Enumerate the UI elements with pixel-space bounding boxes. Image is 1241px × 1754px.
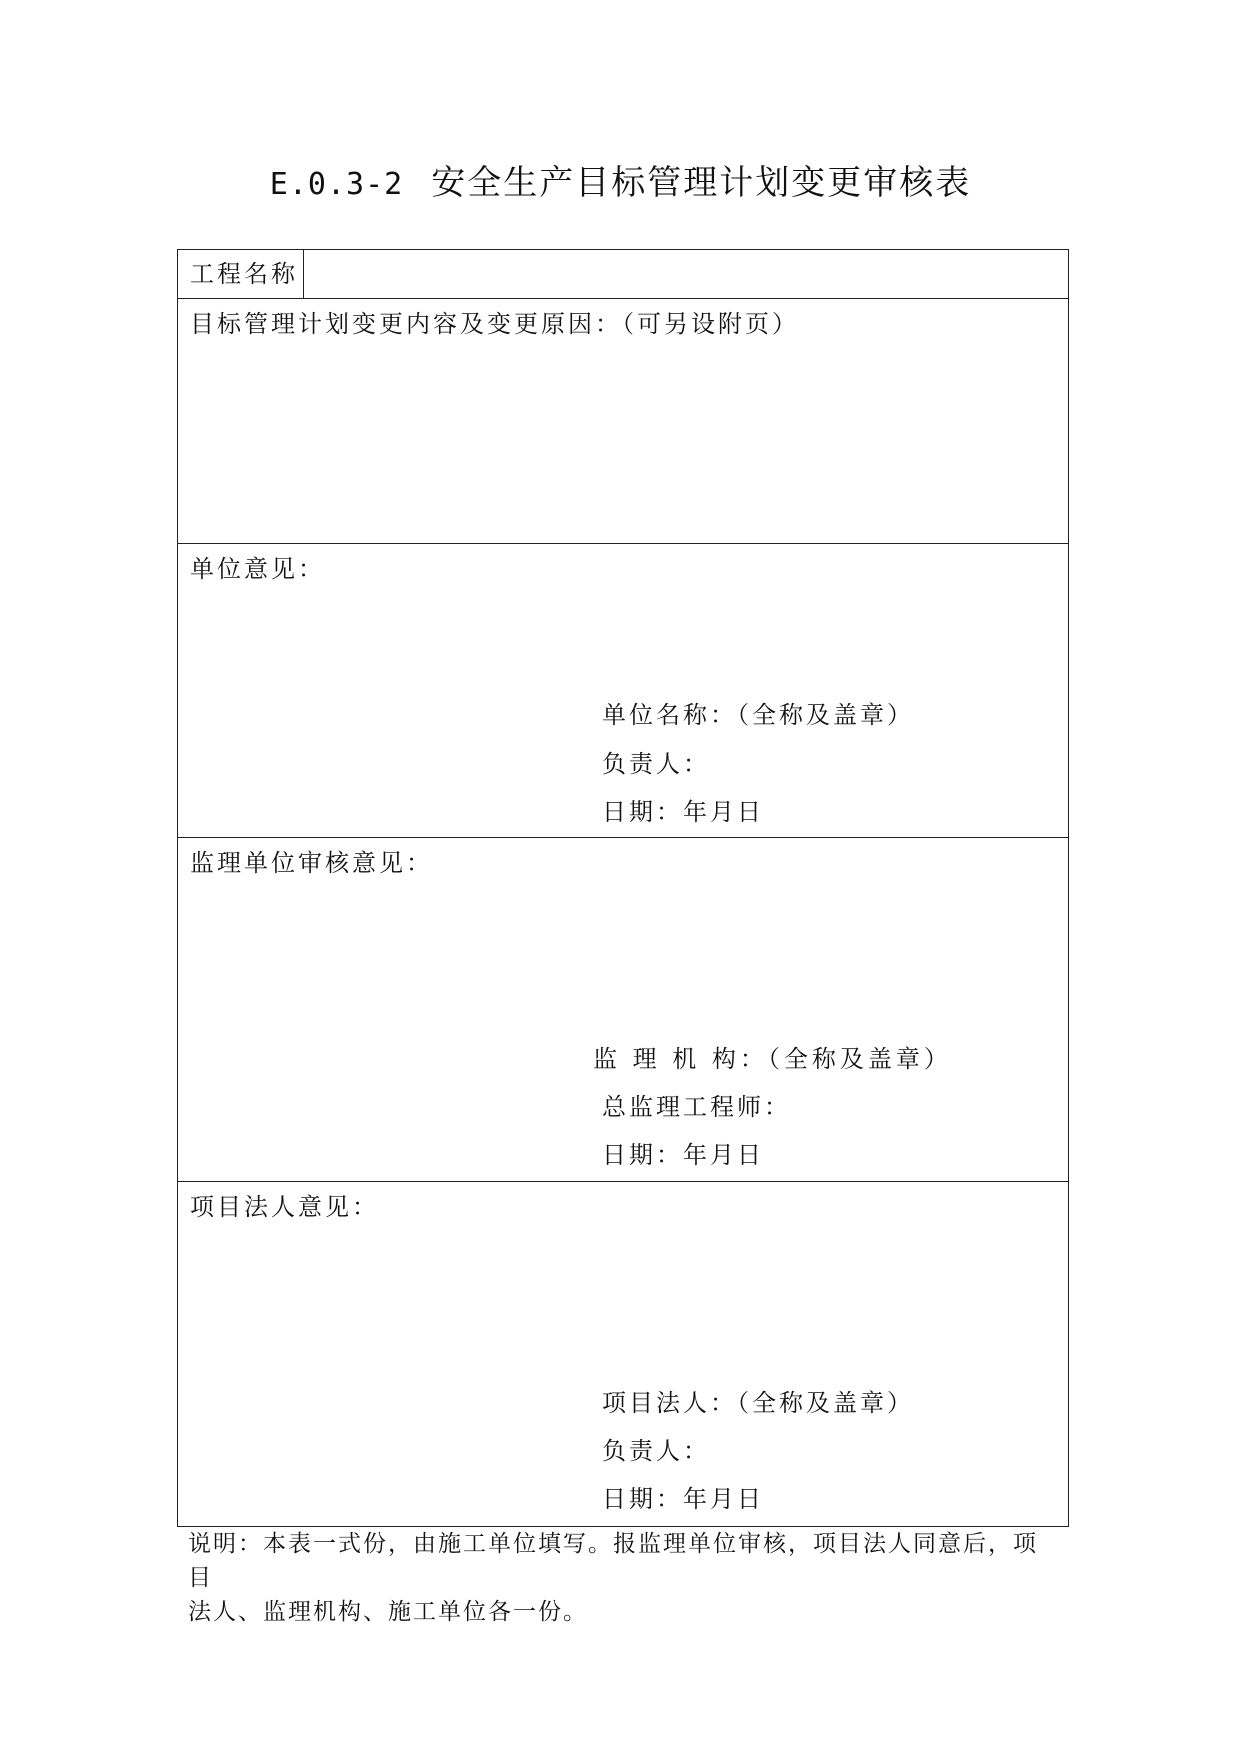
unit-opinion-label: 单位意见： (190, 555, 325, 583)
legal-person-org-line: 项目法人：（全称及盖章） (602, 1389, 914, 1417)
form-note (188, 1527, 1058, 1629)
document-title (0, 158, 1241, 210)
change-content-row[interactable] (178, 298, 1068, 543)
supervision-date-line: 日期：年月日 (602, 1141, 764, 1169)
supervision-opinion-label: 监理单位审核意见： (190, 849, 433, 877)
chief-engineer-line: 总监理工程师： (602, 1093, 791, 1121)
project-name-label-cell (178, 250, 304, 298)
change-content-label: 目标管理计划变更内容及变更原因：（可另设附页） (190, 310, 799, 338)
unit-name-line: 单位名称：（全称及盖章） (602, 701, 914, 729)
supervision-org-line: 监 理 机 构：（全称及盖章） (593, 1045, 952, 1073)
supervision-opinion-row[interactable] (178, 837, 1068, 1181)
project-name-field[interactable] (304, 250, 1068, 298)
unit-date-line: 日期：年月日 (602, 798, 764, 826)
form-note-line-1: 说明：本表一式份，由施工单位填写。报监理单位审核，项目法人同意后，项目 (188, 1531, 1038, 1591)
form-note-line-2: 法人、监理机构、施工单位各一份。 (188, 1599, 588, 1625)
unit-opinion-row[interactable] (178, 543, 1068, 837)
legal-person-date-line: 日期：年月日 (602, 1485, 764, 1513)
legal-person-opinion-label: 项目法人意见： (190, 1193, 379, 1221)
unit-person-line: 负责人： (602, 750, 710, 778)
project-name-label: 工程名称 (190, 260, 298, 288)
legal-person-opinion-row[interactable] (178, 1181, 1068, 1526)
project-name-row (178, 250, 1068, 298)
review-form (177, 249, 1069, 1527)
document-code: E.0.3-2 (269, 167, 404, 202)
document-title-text: 安全生产目标管理计划变更审核表 (431, 163, 972, 203)
legal-person-responsible-line: 负责人： (602, 1437, 710, 1465)
